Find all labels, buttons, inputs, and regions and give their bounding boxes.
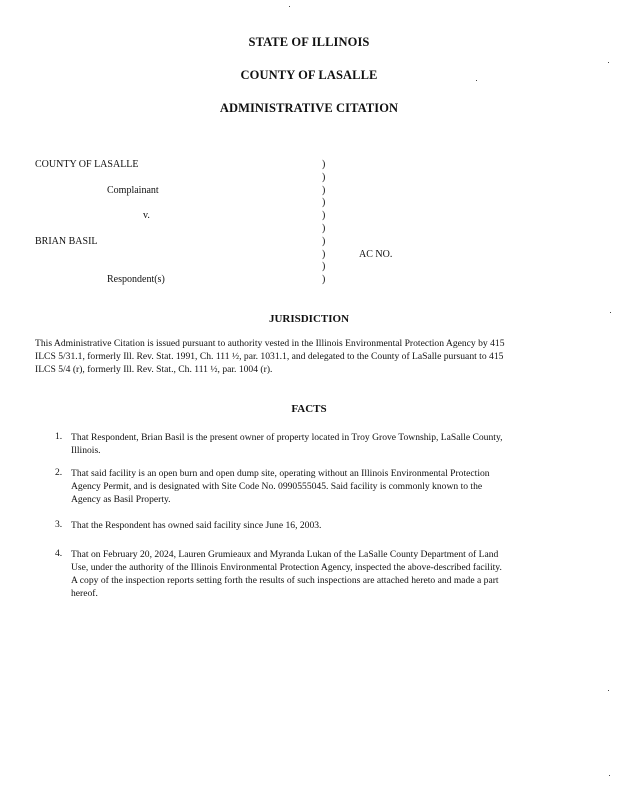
fact-line: Agency as Basil Property. [71, 494, 171, 505]
fact-text [71, 548, 601, 600]
jurisdiction-line: This Administrative Citation is issued pursuant to authority vested in the Illinois Environmental Protection Agency by 415 [35, 338, 505, 349]
facts-heading: FACTS [291, 403, 327, 415]
state-heading: STATE OF ILLINOIS [248, 35, 370, 49]
respondent-label: Respondent(s) [107, 274, 165, 285]
jurisdiction-paragraph [35, 337, 595, 376]
fact-line: A copy of the inspection reports setting forth the results of such inspections are attached hereto and made a part [71, 575, 499, 586]
fact-line: That said facility is an open burn and open dump site, operating without an Illinois Environmental Protection [71, 468, 490, 479]
caption-paren: ) [322, 171, 326, 183]
jurisdiction-line: ILCS 5/4 (r), formerly Ill. Rev. Stat., Ch. 111 ½, par. 1004 (r). [35, 364, 273, 375]
scan-speck [609, 775, 610, 776]
complainant-label: Complainant [107, 185, 159, 196]
caption-paren: ) [322, 222, 326, 234]
fact-number: 4. [55, 548, 63, 559]
fact-text [71, 519, 601, 532]
scan-speck [608, 690, 609, 691]
fact-line: Illinois. [71, 445, 101, 456]
fact-line: hereof. [71, 588, 98, 599]
case-number-label: AC NO. [359, 249, 393, 260]
document-title: ADMINISTRATIVE CITATION [219, 101, 399, 115]
county-heading: COUNTY OF LASALLE [240, 68, 378, 82]
fact-text [71, 467, 601, 506]
fact-text [71, 431, 601, 457]
caption-paren: ) [322, 184, 326, 196]
fact-number: 3. [55, 519, 63, 530]
caption-paren: ) [322, 235, 326, 247]
fact-line: That on February 20, 2024, Lauren Grumieaux and Myranda Lukan of the LaSalle County Department of Land [71, 549, 499, 560]
caption-paren: ) [322, 248, 326, 260]
versus-label: v. [143, 210, 150, 221]
scan-speck [608, 62, 609, 63]
complainant-name: COUNTY OF LASALLE [35, 159, 139, 170]
caption-paren: ) [322, 159, 326, 170]
caption-paren: ) [322, 261, 326, 273]
fact-line: That the Respondent has owned said facility since June 16, 2003. [71, 520, 322, 531]
scan-speck [289, 6, 290, 7]
caption-paren: ) [322, 274, 326, 286]
fact-line: Agency Permit, and is designated with Site Code No. 0990555045. Said facility is commonly known to the [71, 481, 483, 492]
fact-line: That Respondent, Brian Basil is the present owner of property located in Troy Grove Township, LaSalle County, [71, 432, 503, 443]
respondent-name: BRIAN BASIL [35, 236, 98, 247]
fact-number: 2. [55, 467, 63, 478]
caption-paren: ) [322, 210, 326, 222]
caption-paren: ) [322, 197, 326, 209]
fact-number: 1. [55, 431, 63, 442]
jurisdiction-heading: JURISDICTION [268, 313, 350, 325]
caption-brackets [322, 159, 325, 287]
fact-line: Use, under the authority of the Illinois Environmental Protection Agency, inspected the above-described facility. [71, 562, 502, 573]
jurisdiction-line: ILCS 5/31.1, formerly Ill. Rev. Stat. 1991, Ch. 111 ½, par. 1031.1, and delegated to the County of LaSalle pursuant to 415 [35, 351, 504, 362]
